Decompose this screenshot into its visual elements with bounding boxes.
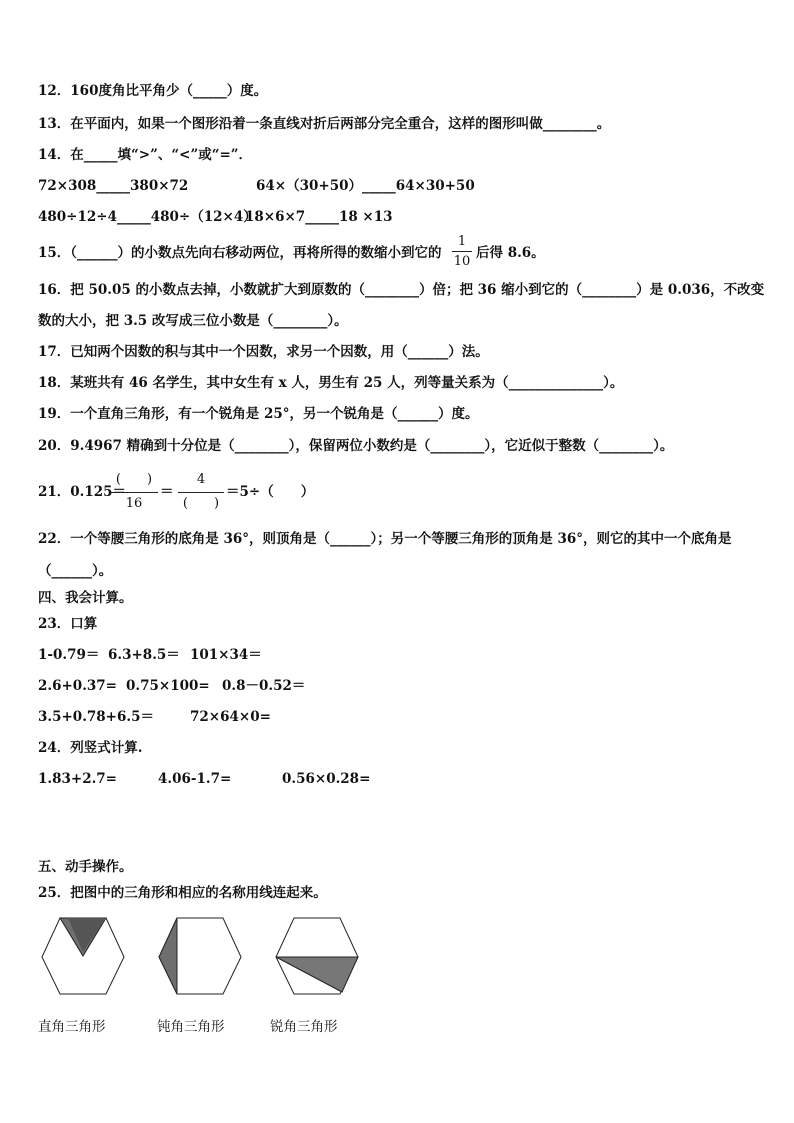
- q14-row1-right: 64×（30+50）_____64×30+50: [256, 178, 475, 194]
- question-23: 23．口算: [38, 616, 98, 632]
- question-16-line2: 数的大小，把 3.5 改写成三位小数是（________）。: [38, 313, 348, 329]
- q23-row3-a: 3.5+0.78+6.5＝: [38, 709, 154, 725]
- section-5-heading: 五、动手操作。: [38, 859, 133, 875]
- q21-fraction1-numerator: ( ): [115, 472, 153, 487]
- question-13: 13．在平面内，如果一个图形沿着一条直线对折后两部分完全重合，这样的图形叫做________。: [38, 116, 611, 132]
- q23-row1-b: 6.3+8.5＝: [108, 647, 180, 663]
- q21-fraction1-denominator: 16: [125, 496, 143, 511]
- question-15: [38, 244, 442, 262]
- hexagon-acute-triangle-figure: [272, 914, 362, 998]
- q14-row2-left: 480÷12÷4_____480÷（12×4）: [38, 209, 257, 225]
- q21-text-b: ＝5÷（ ）: [226, 484, 315, 500]
- q21-equals: ＝: [160, 484, 174, 500]
- q23-row1-a: 1-0.79＝: [38, 647, 100, 663]
- q15-text-a: 15．（______）的小数点先向右移动两位，再将所得的数缩小到它的: [38, 245, 442, 261]
- q15-fraction-numerator: 1: [457, 234, 467, 249]
- q24-c: 0.56×0.28=: [282, 771, 371, 787]
- q21-fraction2-denominator: ( ): [182, 496, 220, 511]
- label-acute-triangle: 锐角三角形: [270, 1019, 338, 1035]
- q21-text-a: 21．0.125＝: [38, 484, 127, 500]
- q14-row1-left: 72×308_____380×72: [38, 178, 189, 194]
- question-25: 25．把图中的三角形和相应的名称用线连起来。: [38, 885, 327, 901]
- q23-row1-c: 101×34＝: [190, 647, 262, 663]
- q23-row2-a: 2.6+0.37=: [38, 678, 117, 694]
- hexagon-right-triangle-figure: [38, 914, 128, 998]
- q23-row2-b: 0.75×100=: [126, 678, 210, 694]
- section-4-heading: 四、我会计算。: [38, 590, 133, 606]
- question-22-line1: 22．一个等腰三角形的底角是 36°，则顶角是（______）；另一个等腰三角形的顶角是 36°，则它的其中一个底角是: [38, 531, 732, 547]
- q24-a: 1.83+2.7=: [38, 771, 117, 787]
- question-24: 24．列竖式计算.: [38, 740, 143, 756]
- q21-fraction1-bar: [110, 492, 158, 493]
- label-right-triangle: 直角三角形: [38, 1019, 106, 1035]
- question-17: 17．已知两个因数的积与其中一个因数，求另一个因数，用（______）法。: [38, 344, 489, 360]
- question-20: 20．9.4967 精确到十分位是（________），保留两位小数约是（________），它近似于整数（________）。: [38, 438, 674, 454]
- question-19: 19．一个直角三角形，有一个锐角是 25°，另一个锐角是（______）度。: [38, 406, 479, 422]
- q15-text-b: 后得 8.6。: [476, 245, 545, 261]
- q21-fraction2-bar: [178, 492, 224, 493]
- q23-row2-c: 0.8－0.52＝: [222, 678, 306, 694]
- question-22-line2: （______）。: [38, 563, 113, 579]
- question-18: 18．某班共有 46 名学生，其中女生有 x 人，男生有 25 人，列等量关系为（______________）。: [38, 375, 624, 391]
- q14-row2-right: 18×6×7_____18 ×13: [245, 209, 393, 225]
- question-12: 12．160度角比平角少（_____）度。: [38, 83, 268, 99]
- q21-fraction2-numerator: 4: [196, 472, 206, 487]
- q23-row3-b: 72×64×0=: [190, 709, 271, 725]
- q24-b: 4.06-1.7=: [158, 771, 232, 787]
- question-14: 14．在_____填“>”、“<”或“=”．: [38, 147, 253, 163]
- q15-fraction-denominator: 10: [453, 254, 471, 269]
- question-16-line1: 16．把 50.05 的小数点去掉，小数就扩大到原数的（________）倍；把 36 缩小到它的（________）是 0.036，不改变: [38, 282, 765, 298]
- q15-fraction-bar: [452, 251, 472, 252]
- hexagon-obtuse-triangle-figure: [155, 914, 245, 998]
- label-obtuse-triangle: 钝角三角形: [157, 1019, 225, 1035]
